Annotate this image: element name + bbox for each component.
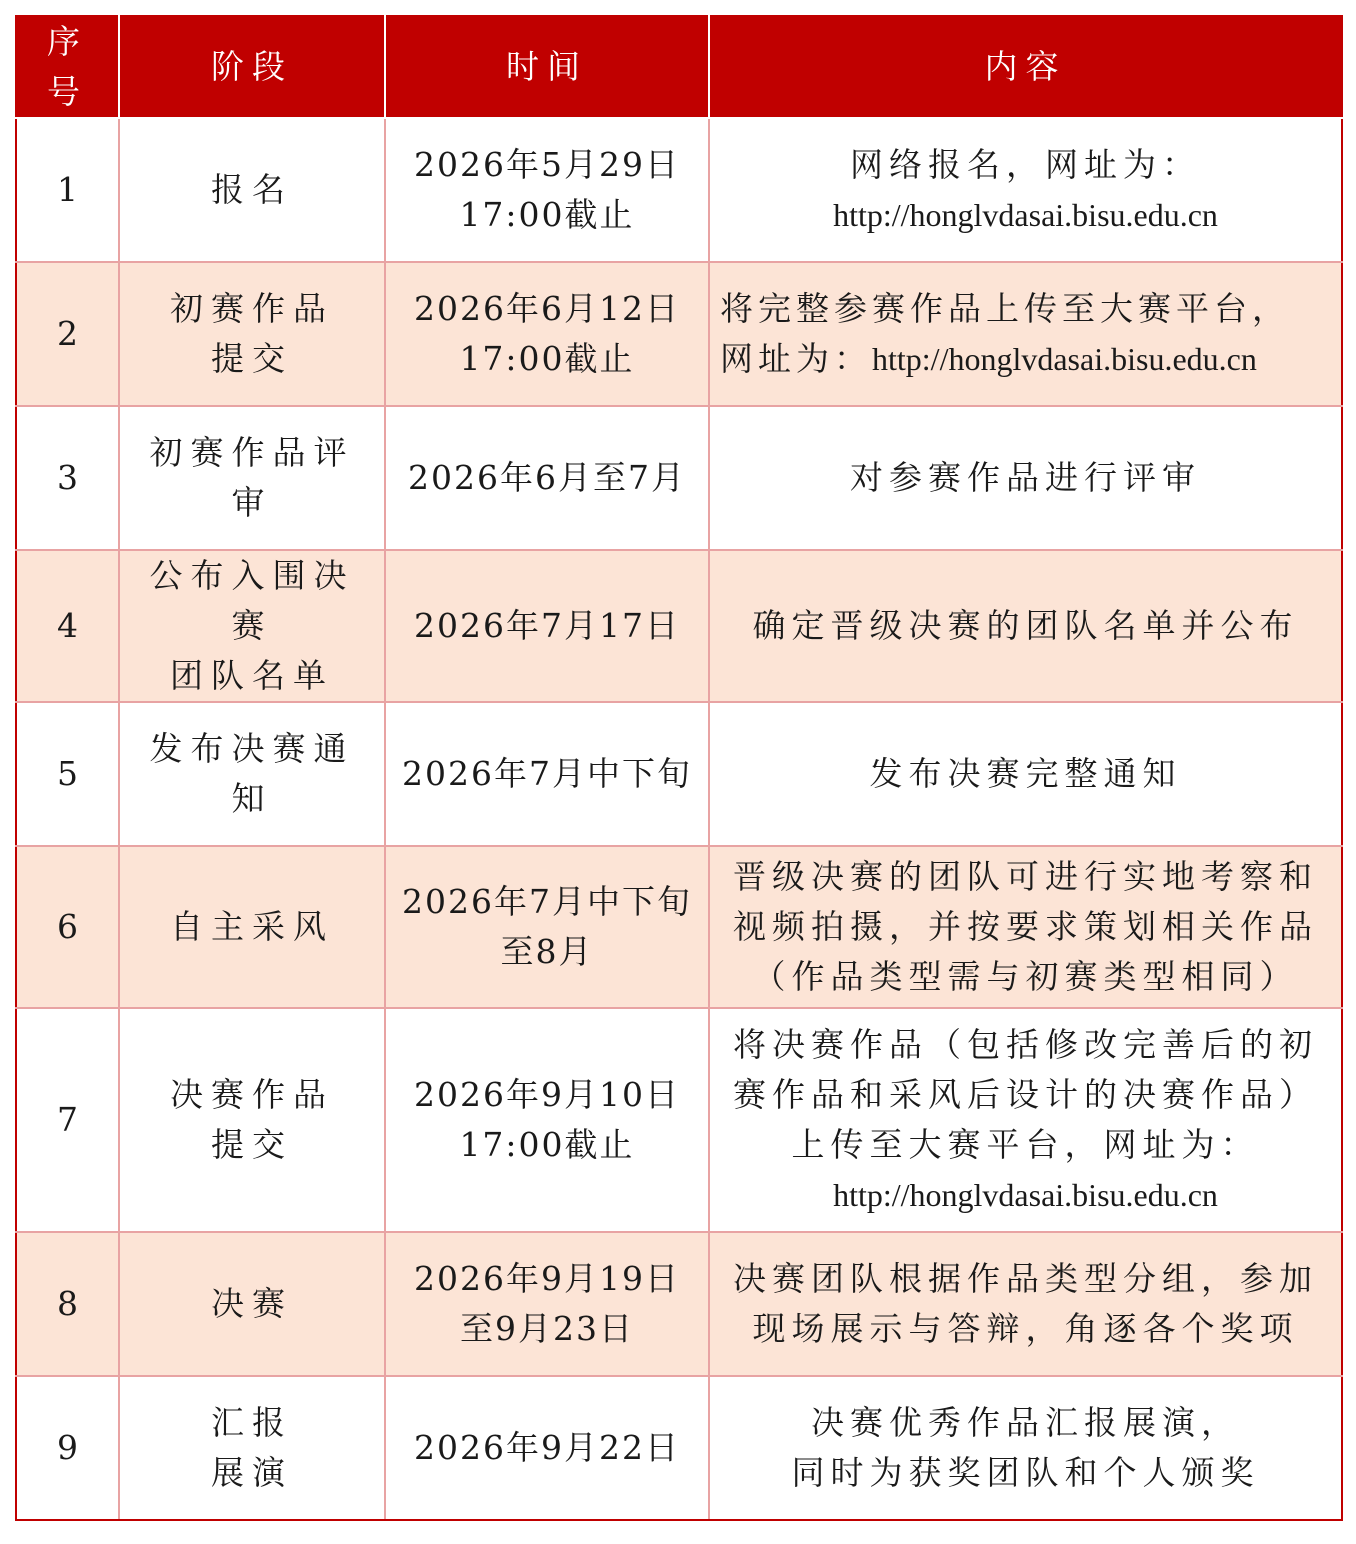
row-stage: 报名 <box>119 118 385 262</box>
website-link[interactable]: http://honglvdasai.bisu.edu.cn <box>833 197 1218 233</box>
row-stage: 自主采风 <box>119 846 385 1008</box>
row-no: 3 <box>16 406 119 550</box>
row-stage: 决赛 <box>119 1232 385 1376</box>
table-row <box>16 406 1342 550</box>
table-header-row <box>16 16 1342 118</box>
row-no: 9 <box>16 1376 119 1520</box>
row-time: 2026年6月12日 17:00截止 <box>385 262 709 406</box>
content-text: 将决赛作品（包括修改完善后的初赛作品和采风后设计的决赛作品） 上传至大赛平台，网址为： <box>733 1025 1318 1164</box>
row-stage: 决赛作品 提交 <box>119 1008 385 1232</box>
row-time: 2026年6月至7月 <box>385 406 709 550</box>
row-content: 决赛优秀作品汇报展演， 同时为获奖团队和个人颁奖 <box>709 1376 1342 1520</box>
row-time: 2026年7月中下旬 至8月 <box>385 846 709 1008</box>
header-time: 时间 <box>385 16 709 118</box>
row-content: 发布决赛完整通知 <box>709 702 1342 846</box>
row-content <box>709 118 1342 262</box>
table-row <box>16 262 1342 406</box>
row-time: 2026年5月29日 17:00截止 <box>385 118 709 262</box>
header-stage: 阶段 <box>119 16 385 118</box>
row-no: 1 <box>16 118 119 262</box>
website-link[interactable]: http://honglvdasai.bisu.edu.cn <box>872 341 1257 377</box>
table-row <box>16 1376 1342 1520</box>
content-text: 将完整参赛作品上传至大赛平台， 网址为： <box>720 289 1290 378</box>
row-content: 晋级决赛的团队可进行实地考察和视频拍摄，并按要求策划相关作品（作品类型需与初赛类型相同） <box>709 846 1342 1008</box>
table-row <box>16 550 1342 702</box>
content-text: 网络报名，网址为： <box>850 145 1201 184</box>
table-row <box>16 846 1342 1008</box>
row-stage: 初赛作品评审 <box>119 406 385 550</box>
row-time: 2026年9月19日 至9月23日 <box>385 1232 709 1376</box>
row-time: 2026年7月中下旬 <box>385 702 709 846</box>
row-no: 4 <box>16 550 119 702</box>
row-content: 确定晋级决赛的团队名单并公布 <box>709 550 1342 702</box>
row-content: 决赛团队根据作品类型分组，参加 现场展示与答辩，角逐各个奖项 <box>709 1232 1342 1376</box>
row-stage: 初赛作品 提交 <box>119 262 385 406</box>
row-content <box>709 1008 1342 1232</box>
table-row <box>16 1232 1342 1376</box>
row-time: 2026年7月17日 <box>385 550 709 702</box>
table-row <box>16 1008 1342 1232</box>
schedule-table <box>15 15 1343 1521</box>
table-row <box>16 702 1342 846</box>
row-no: 7 <box>16 1008 119 1232</box>
row-no: 5 <box>16 702 119 846</box>
row-time: 2026年9月22日 <box>385 1376 709 1520</box>
website-link[interactable]: http://honglvdasai.bisu.edu.cn <box>833 1177 1218 1213</box>
table-row <box>16 118 1342 262</box>
row-no: 8 <box>16 1232 119 1376</box>
row-stage: 汇报 展演 <box>119 1376 385 1520</box>
row-no: 2 <box>16 262 119 406</box>
header-no: 序号 <box>16 16 119 118</box>
header-content: 内容 <box>709 16 1342 118</box>
row-content <box>709 262 1342 406</box>
row-content: 对参赛作品进行评审 <box>709 406 1342 550</box>
row-stage: 发布决赛通知 <box>119 702 385 846</box>
schedule-table-wrapper <box>15 15 1343 1521</box>
row-no: 6 <box>16 846 119 1008</box>
row-stage: 公布入围决赛 团队名单 <box>119 550 385 702</box>
row-time: 2026年9月10日 17:00截止 <box>385 1008 709 1232</box>
